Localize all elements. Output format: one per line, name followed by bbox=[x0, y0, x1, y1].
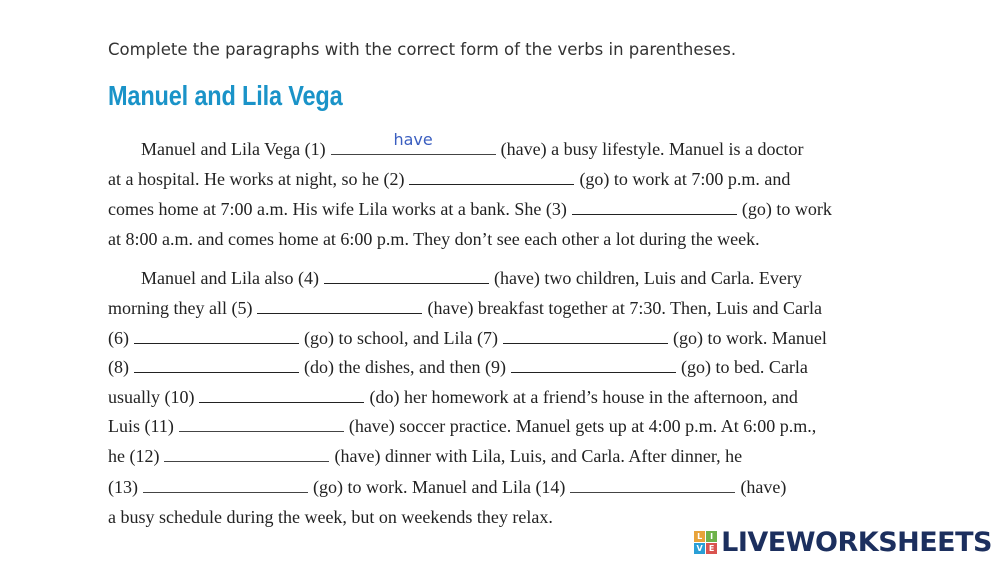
line-text: (go) to work at 7:00 p.m. and bbox=[579, 169, 791, 189]
answer-blank-7[interactable] bbox=[503, 328, 668, 344]
answer-blank-3[interactable] bbox=[572, 199, 737, 215]
liveworksheets-logo bbox=[694, 526, 992, 558]
answer-blank-9[interactable] bbox=[511, 357, 676, 373]
text-line-9 bbox=[108, 386, 798, 408]
logo-cubes-icon bbox=[694, 531, 717, 554]
line-text: morning they all (5) bbox=[108, 298, 253, 318]
answer-blank-10[interactable] bbox=[199, 387, 364, 403]
line-text: Manuel and Lila Vega (1) bbox=[141, 139, 326, 159]
line-text: (do) her homework at a friend’s house in the afternoon, and bbox=[369, 387, 798, 407]
logo-text: LIVEWORKSHEETS bbox=[721, 526, 992, 558]
text-line-10 bbox=[108, 415, 816, 437]
text-line-2 bbox=[108, 168, 790, 190]
line-text: (go) to school, and Lila (7) bbox=[304, 328, 498, 348]
line-text: (have) two children, Luis and Carla. Every bbox=[493, 268, 802, 288]
text-line-13 bbox=[108, 506, 553, 528]
answer-blank-8[interactable] bbox=[134, 357, 299, 373]
logo-cube: V bbox=[694, 543, 705, 554]
line-text: (go) to work bbox=[741, 199, 832, 219]
text-line-5 bbox=[141, 267, 802, 289]
line-text: (have) dinner with Lila, Luis, and Carla. After dinner, he bbox=[334, 446, 743, 466]
text-line-8 bbox=[108, 356, 808, 378]
line-text: he (12) bbox=[108, 446, 160, 466]
text-line-6 bbox=[108, 297, 822, 319]
line-text: (go) to work. Manuel and Lila (14) bbox=[313, 477, 566, 497]
answer-blank-6[interactable] bbox=[134, 328, 299, 344]
text-line-4 bbox=[108, 228, 760, 250]
line-text: at 8:00 a.m. and comes home at 6:00 p.m. They don’t see each other a lot during the week. bbox=[108, 229, 760, 249]
answer-blank-13[interactable] bbox=[143, 477, 308, 493]
line-text: (have) a busy lifestyle. Manuel is a doctor bbox=[500, 139, 804, 159]
line-text: Luis (11) bbox=[108, 416, 174, 436]
line-text: (6) bbox=[108, 328, 129, 348]
answer-text-1: have bbox=[393, 130, 433, 149]
line-text: Manuel and Lila also (4) bbox=[141, 268, 319, 288]
answer-blank-4[interactable] bbox=[324, 268, 489, 284]
answer-blank-11[interactable] bbox=[179, 416, 344, 432]
text-line-12 bbox=[108, 476, 786, 498]
text-line-7 bbox=[108, 327, 827, 349]
line-text: usually (10) bbox=[108, 387, 195, 407]
logo-cube: I bbox=[706, 531, 717, 542]
text-line-11 bbox=[108, 445, 742, 467]
line-text: a busy schedule during the week, but on weekends they relax. bbox=[108, 507, 553, 527]
line-text: (go) to bed. Carla bbox=[680, 357, 808, 377]
line-text: (have) breakfast together at 7:30. Then, Luis and Carla bbox=[427, 298, 822, 318]
line-text: (have) soccer practice. Manuel gets up at 4:00 p.m. At 6:00 p.m., bbox=[348, 416, 817, 436]
logo-cube: E bbox=[706, 543, 717, 554]
instructions: Complete the paragraphs with the correct form of the verbs in parentheses. bbox=[108, 40, 737, 59]
line-text: (have) bbox=[740, 477, 787, 497]
answer-blank-14[interactable] bbox=[570, 477, 735, 493]
answer-blank-12[interactable] bbox=[164, 446, 329, 462]
line-text: (8) bbox=[108, 357, 129, 377]
line-text: at a hospital. He works at night, so he (2) bbox=[108, 169, 405, 189]
text-line-3 bbox=[108, 198, 832, 220]
answer-blank-2[interactable] bbox=[409, 169, 574, 185]
answer-blank-1[interactable] bbox=[331, 130, 496, 155]
line-text: (do) the dishes, and then (9) bbox=[304, 357, 506, 377]
text-line-1 bbox=[141, 130, 804, 160]
line-text: (go) to work. Manuel bbox=[672, 328, 827, 348]
answer-blank-5[interactable] bbox=[257, 298, 422, 314]
page-title: Manuel and Lila Vega bbox=[108, 80, 343, 111]
logo-cube: L bbox=[694, 531, 705, 542]
line-text: comes home at 7:00 a.m. His wife Lila works at a bank. She (3) bbox=[108, 199, 567, 219]
line-text: (13) bbox=[108, 477, 138, 497]
